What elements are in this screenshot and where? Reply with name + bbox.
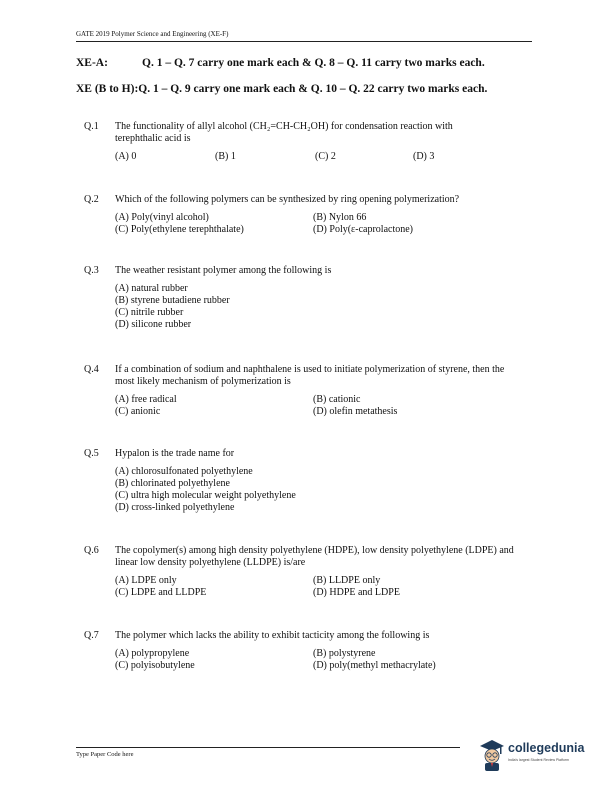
question-number: Q.6 (84, 545, 99, 556)
instruction-label: XE (B to H): (76, 83, 139, 95)
options (115, 394, 524, 418)
question-number: Q.2 (84, 194, 99, 205)
option-d[interactable]: (D) 3 (413, 151, 435, 162)
question-number: Q.1 (84, 121, 99, 132)
question-number: Q.5 (84, 448, 99, 459)
option-c[interactable]: (C) anionic (115, 406, 161, 417)
instruction-text: Q. 1 – Q. 7 carry one mark each & Q. 8 – Q. 11 carry two marks each. (142, 57, 485, 69)
options (115, 648, 524, 672)
logo-tagline: India's largest Student Review Platform (508, 758, 569, 762)
option-c[interactable]: (C) nitrile rubber (115, 307, 184, 318)
option-c[interactable]: (C) ultra high molecular weight polyethylene (115, 490, 296, 501)
option-d[interactable]: (D) cross-linked polyethylene (115, 502, 235, 513)
option-a[interactable]: (A) 0 (115, 151, 137, 162)
options (115, 575, 524, 599)
question-text: The copolymer(s) among high density polyethylene (HDPE), low density polyethylene (LDPE) and linear low density polyethylene (LLDPE) is/are (115, 545, 514, 568)
header-divider (76, 41, 532, 42)
question-5 (84, 448, 524, 514)
options (115, 151, 524, 163)
option-d[interactable]: (D) HDPE and LDPE (313, 587, 400, 598)
option-d[interactable]: (D) silicone rubber (115, 319, 192, 330)
question-text: The functionality of allyl alcohol (CH₂=CH-CH₂OH) for condensation reaction with terephthalic acid is (115, 121, 453, 144)
question-3 (84, 265, 524, 331)
instruction-xe-a (76, 57, 485, 69)
option-b[interactable]: (B) cationic (313, 394, 361, 405)
option-c[interactable]: (C) LDPE and LLDPE (115, 587, 207, 598)
logo-wordmark: collegedunia (508, 741, 585, 755)
question-number: Q.4 (84, 364, 99, 375)
option-d[interactable]: (D) Poly(ε-caprolactone) (313, 224, 413, 235)
question-6 (84, 545, 524, 599)
options (115, 466, 524, 514)
question-1 (84, 121, 524, 163)
question-text: The weather resistant polymer among the following is (115, 265, 332, 276)
option-a[interactable]: (A) polypropylene (115, 648, 190, 659)
option-c[interactable]: (C) Poly(ethylene terephthalate) (115, 224, 244, 235)
option-b[interactable]: (B) LLDPE only (313, 575, 381, 586)
options (115, 212, 524, 236)
option-b[interactable]: (B) Nylon 66 (313, 212, 367, 223)
question-2 (84, 194, 524, 236)
collegedunia-logo (478, 738, 598, 774)
option-a[interactable]: (A) free radical (115, 394, 177, 405)
graduate-mascot-icon (478, 738, 506, 772)
question-7 (84, 630, 524, 672)
option-b[interactable]: (B) polystyrene (313, 648, 376, 659)
option-a[interactable]: (A) natural rubber (115, 283, 188, 294)
options (115, 283, 524, 331)
footer-divider (76, 747, 460, 748)
question-number: Q.3 (84, 265, 99, 276)
question-4 (84, 364, 524, 418)
question-text: The polymer which lacks the ability to exhibit tacticity among the following is (115, 630, 430, 641)
option-c[interactable]: (C) polyisobutylene (115, 660, 195, 671)
option-a[interactable]: (A) LDPE only (115, 575, 177, 586)
option-d[interactable]: (D) poly(methyl methacrylate) (313, 660, 436, 671)
option-d[interactable]: (D) olefin metathesis (313, 406, 398, 417)
option-a[interactable]: (A) chlorosulfonated polyethylene (115, 466, 253, 477)
question-text: Hypalon is the trade name for (115, 448, 235, 459)
paper-code-placeholder: Type Paper Code here (76, 751, 134, 758)
option-b[interactable]: (B) 1 (215, 151, 236, 162)
question-text: Which of the following polymers can be synthesized by ring opening polymerization? (115, 194, 460, 205)
question-text: If a combination of sodium and naphthalene is used to initiate polymerization of styrene, then the most likely mechanism of polymerization is (115, 364, 505, 387)
instruction-text: Q. 1 – Q. 9 carry one mark each & Q. 10 – Q. 22 carry two marks each. (138, 83, 488, 95)
instruction-label: XE-A: (76, 57, 108, 69)
question-number: Q.7 (84, 630, 99, 641)
option-c[interactable]: (C) 2 (315, 151, 336, 162)
header-title: GATE 2019 Polymer Science and Engineering (XE-F) (76, 30, 229, 38)
option-b[interactable]: (B) chlorinated polyethylene (115, 478, 230, 489)
option-b[interactable]: (B) styrene butadiene rubber (115, 295, 230, 306)
instruction-xe-b-h (76, 83, 487, 95)
option-a[interactable]: (A) Poly(vinyl alcohol) (115, 212, 209, 223)
